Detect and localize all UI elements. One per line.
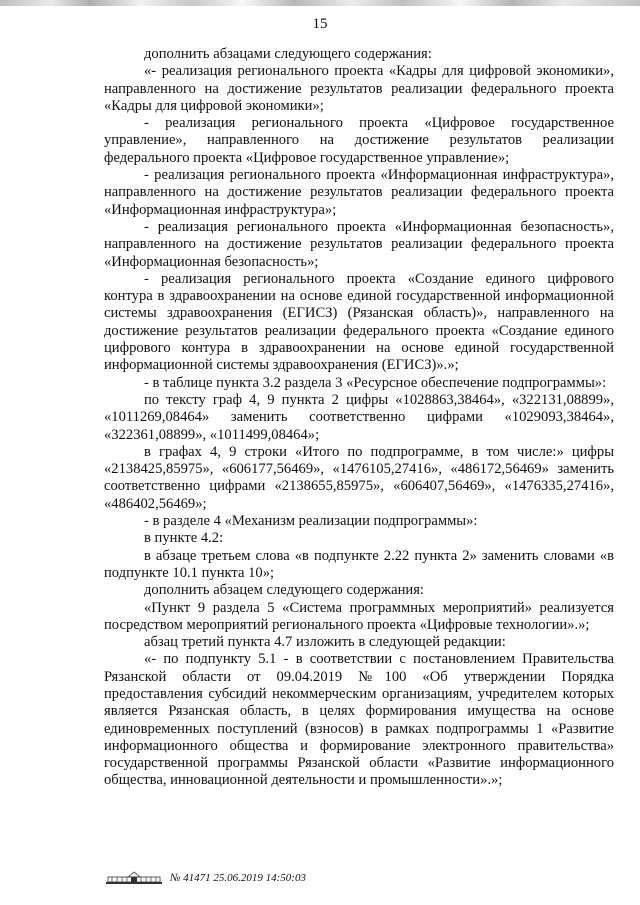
- document-footer: [104, 870, 306, 886]
- paragraph: - в разделе 4 «Механизм реализации подпрограммы»:: [144, 513, 478, 530]
- document-registration-number: № 41471 25.06.2019 14:50:03: [170, 872, 306, 884]
- paragraph: «- реализация регионального проекта «Кадры для цифровой экономики», направленного на достижение результатов реализации федерального проекта «Кадры для цифровой экономики»;: [104, 63, 614, 114]
- paragraph: абзац третий пункта 4.7 изложить в следующей редакции:: [144, 634, 506, 651]
- paragraph: в абзаце третьем слова «в подпункте 2.22 пункта 2» заменить словами «в подпункте 10.1 пункта 10»;: [104, 547, 614, 581]
- government-building-icon: [104, 871, 164, 885]
- scan-top-edge: [0, 0, 640, 6]
- paragraph: дополнить абзацами следующего содержания:: [144, 46, 432, 62]
- paragraph: в пункте 4.2:: [144, 530, 224, 547]
- paragraph: дополнить абзацем следующего содержания:: [144, 582, 424, 599]
- paragraph: по тексту граф 4, 9 пункта 2 цифры «1028863,38464», «322131,08899», «1011269,08464» заменить соответственно цифрами «1029093,38464», «322361,08899», «1011499,08464»;: [104, 391, 614, 443]
- paragraph: - реализация регионального проекта «Информационная безопасность», направленного на достижение результатов реализации федерального проекта «Информационная безопасность»;: [104, 218, 614, 270]
- paragraph: - в таблице пункта 3.2 раздела 3 «Ресурсное обеспечение подпрограммы»:: [144, 374, 607, 391]
- document-body: [104, 46, 614, 790]
- paragraph: - реализация регионального проекта «Информационная инфраструктура», направленного на достижение результатов реализации федерального проекта «Информационная инфраструктура»;: [104, 167, 614, 218]
- paragraph: «- по подпункту 5.1 - в соответствии с постановлением Правительства Рязанской области от 09.04.2019 №100 «Об утверждении Порядка предоставления субсидий некоммерческим организациям, учредителем которых является Рязанская область, в целях формирования имущества на основе единовременных поступлений (взносов) в рамках подпрограммы 1 «Развитие информационного общества и формирование электронного правительства» государственной программы Рязанской области «Развитие информационного общества, инновационной деятельности и промышленности».»;: [104, 651, 614, 789]
- paragraph: - реализация регионального проекта «Создание единого цифрового контура в здравоохранении на основе единой государственной информационной системы здравоохранения (ЕГИСЗ) (Рязанская область)», направленного на достижение результатов реализации федерального проекта «Создание единого цифрового контура в здравоохранении на основе единой государственной информационной системы здравоохранения (ЕГИСЗ)».»;: [104, 270, 614, 374]
- page-number: 15: [312, 16, 328, 32]
- paragraph: - реализация регионального проекта «Цифровое государственное управление», направленного на достижение результатов реализации федерального проекта «Цифровое государственное управление»;: [104, 115, 614, 166]
- paragraph: в графах 4, 9 строки «Итого по подпрограмме, в том числе:» цифры «2138425,85975», «606177,56469», «1476105,27416», «486172,56469» заменить соответственно цифрами «2138655,85975», «606407,56469», «1476335,27416», «486402,56469»;: [104, 443, 614, 512]
- paragraph: «Пункт 9 раздела 5 «Система программных мероприятий» реализуется посредством мероприятий регионального проекта «Цифровые технологии».»;: [104, 599, 614, 633]
